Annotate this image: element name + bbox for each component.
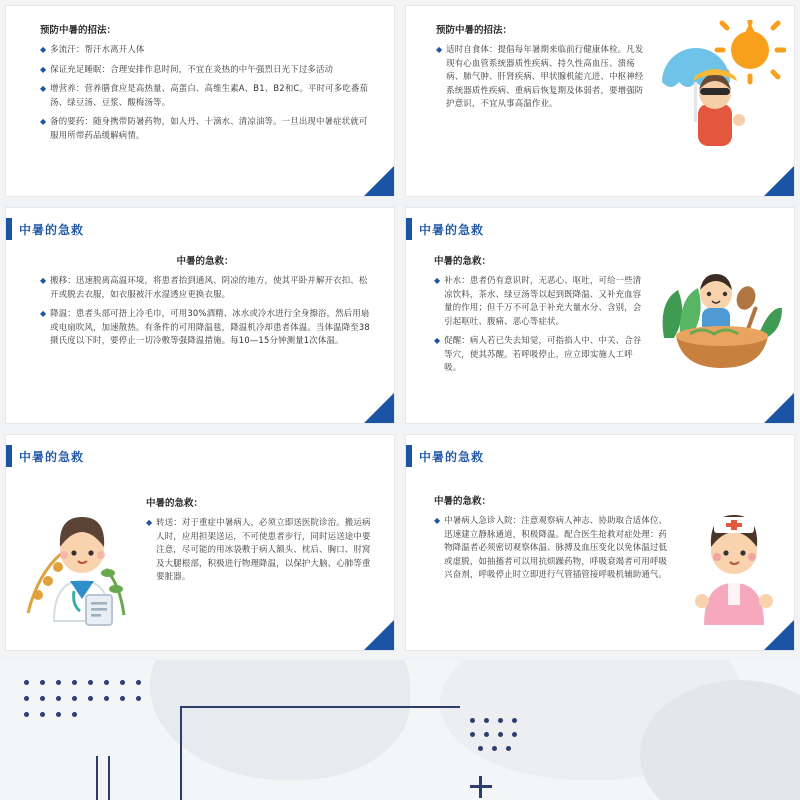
section-title: 中暑的急救 (419, 222, 485, 237)
frame-line-top (180, 706, 460, 708)
bullet-text: 备的要药：随身携带防暑药物，如人丹、十滴水、清凉油等。一旦出现中暑症状就可服用所带药品缓解病情。 (50, 116, 368, 140)
bullet-text: 多流汗：帮汗水离开人体 (50, 44, 145, 54)
slide-2-body (436, 22, 646, 117)
bullet-text: 中暑病人急诊入院：注意观察病人神志、协助取合适体位、迅速建立静脉通道，积极降温。配合医生抢救对症处理：药物降温者必须密切观察体温、脉搏及血压变化以免体温过低或虚脱，如抽搐者可以用抗烦躁药物，呼吸衰竭者可用呼吸兴奋剂，呼吸停止时立即进行气管插管接呼吸机辅助通气。 (444, 515, 668, 579)
bullet-text: 增营养：营养膳食应是高热量、高蛋白、高维生素A、B1、B2和C。平时可多吃番茄汤、绿豆汤、豆浆、酸梅汤等。 (50, 83, 369, 107)
boy-figure (700, 274, 732, 334)
slide-2-subtitle: 预防中暑的招法： (436, 25, 513, 36)
slide-5-body (146, 495, 376, 590)
corner-accent (364, 166, 394, 196)
slide-1[interactable] (6, 6, 394, 196)
section-title: 中暑的急救 (19, 222, 85, 237)
footer-decoration (0, 660, 800, 800)
nurse-woman-illustration (684, 495, 784, 630)
bullet-item (40, 63, 370, 77)
slide-3[interactable] (6, 208, 394, 423)
slide-1-subtitle: 预防中暑的招法： (40, 25, 117, 36)
bullet-item (434, 334, 649, 375)
slide-5-section-header (6, 445, 84, 467)
diamond-bullet-icon: ◆ (40, 84, 47, 93)
bullet-text: 适时自食体：提倡每年暑期来临前行健康体检。凡发现有心血管系统器质性疾病、持久性高血压、溃疡病、肺气肿、肝肾疾病、甲状腺机能亢进、中枢神经系统器质性疾病、重病后恢复期及体弱者，要增强防护意识，不宜从事高温作业。 (446, 44, 644, 108)
bullet-text: 降温：患者头部可捂上冷毛巾，可用30%酒精、冰水或冷水进行全身擦浴，然后用扇或电扇吹风，加速散热。有条件的可用降温毯，降温机冷却患者体温。当体温降至38摄氏度以下时，要停止一切冷敷等强降温措施。每10—15分钟测量1次体温。 (50, 308, 370, 345)
bullet-text: 搬移：迅速脱离高温环境，将患者抬到通风、阴凉的地方，使其平卧并解开衣扣、松开或脱去衣服，如衣服被汗水湿透应更换衣服。 (50, 275, 368, 299)
slide-6-subtitle: 中暑的急救： (434, 496, 492, 507)
slide-1-body (40, 22, 370, 148)
corner-accent (364, 393, 394, 423)
diamond-bullet-icon: ◆ (436, 45, 443, 54)
doctor-woman-illustration (20, 495, 145, 630)
slide-4[interactable] (406, 208, 794, 423)
accent-bar (6, 218, 12, 240)
corner-accent (764, 393, 794, 423)
diamond-bullet-icon: ◆ (434, 276, 441, 285)
section-title: 中暑的急救 (19, 449, 85, 464)
bullet-text: 促醒：病人若已失去知觉，可指掐人中、中关、合谷等穴，使其苏醒。若呼吸停止，应立即实施人工呼吸。 (444, 335, 642, 372)
frame-line-inner (96, 756, 98, 800)
slide-4-section-header (406, 218, 484, 240)
bullet-item (436, 43, 646, 111)
diamond-bullet-icon: ◆ (40, 117, 47, 126)
diamond-bullet-icon: ◆ (40, 45, 47, 54)
bullet-item (40, 274, 370, 301)
diamond-bullet-icon: ◆ (40, 64, 47, 74)
decor-blob (150, 660, 410, 780)
food-boy-bowl-illustration (654, 258, 786, 378)
section-title: 中暑的急救 (419, 449, 485, 464)
slide-3-subtitle: 中暑的急救： (176, 256, 234, 267)
accent-bar (406, 445, 412, 467)
slide-3-body (40, 253, 370, 354)
frame-line-inner2 (108, 756, 110, 800)
diamond-bullet-icon: ◆ (40, 309, 47, 318)
diamond-bullet-icon: ◆ (434, 336, 441, 345)
bullet-text: 补水：患者仍有意识时，无恶心、呕吐，可给一些清凉饮料，茶水、绿豆汤等以起到既降温、又补充血容量的作用；但千万不可急于补充大量水分、含别，会引起呕吐、腹痛、恶心等症状。 (444, 275, 642, 326)
slide-4-subtitle: 中暑的急救： (434, 256, 492, 267)
bullet-item (146, 516, 376, 584)
bullet-text: 保证充足睡眠：合理安排作息时间，不宜在炎热的中午强烈日光下过多活动 (50, 63, 334, 74)
bullet-item (40, 307, 370, 348)
accent-bar (6, 445, 12, 467)
slide-3-section-header (6, 218, 84, 240)
spoon-icon (733, 284, 758, 332)
slide-6-section-header (406, 445, 484, 467)
slide-6-body (434, 493, 674, 588)
bullet-item (434, 514, 674, 582)
corner-accent (364, 620, 394, 650)
plus-icon (470, 776, 492, 798)
nurse-figure (695, 515, 773, 625)
bullet-item (40, 82, 370, 109)
bullet-item (434, 274, 649, 328)
slide-6[interactable] (406, 435, 794, 650)
diamond-bullet-icon: ◆ (40, 276, 47, 285)
diamond-bullet-icon: ◆ (434, 516, 441, 525)
slide-4-body (434, 253, 649, 381)
slide-5[interactable] (6, 435, 394, 650)
sun-umbrella-girl-illustration (654, 20, 786, 150)
diamond-bullet-icon: ◆ (146, 518, 153, 527)
slide-2[interactable] (406, 6, 794, 196)
bullet-item (40, 43, 370, 57)
bowl-icon (676, 326, 768, 368)
accent-bar (406, 218, 412, 240)
bullet-text: 转送：对于重症中暑病人，必须立即送医院诊治。搬运病人时，应用担架送运，不可使患者步行，同时运送途中要注意，尽可能的用冰袋敷于病人额头、枕后、胸口、肘窝及大腿根部，积极进行物理降温，以保护大脑、心肺等重要脏器。 (156, 517, 371, 581)
bullet-item (40, 115, 370, 142)
corner-accent (764, 620, 794, 650)
slide-5-subtitle: 中暑的急救： (146, 498, 204, 509)
corner-accent (764, 166, 794, 196)
frame-line-left (180, 706, 182, 800)
